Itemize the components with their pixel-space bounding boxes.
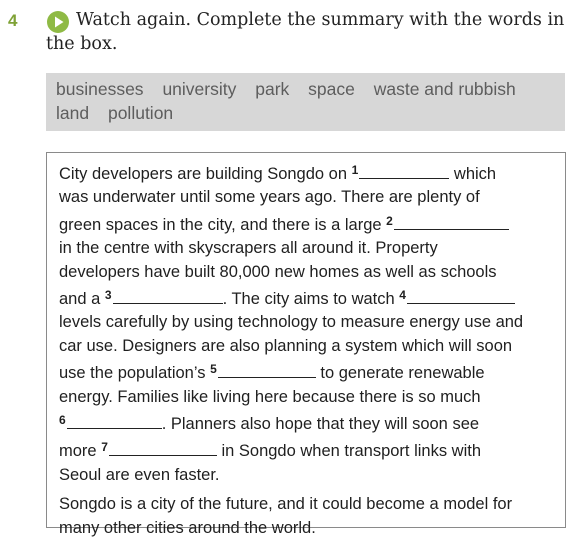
summary-text: more xyxy=(59,442,97,461)
gap-number-1: 1 xyxy=(351,163,359,177)
summary-text: . Planners also hope that they will soon see xyxy=(161,415,480,434)
summary-line xyxy=(59,386,555,409)
summary-line xyxy=(59,159,555,186)
summary-line xyxy=(59,358,555,385)
summary-text: . The city aims to watch xyxy=(222,290,395,309)
gap-4-blank[interactable] xyxy=(407,289,515,304)
word-pollution: pollution xyxy=(107,103,174,123)
instruction xyxy=(46,8,576,56)
summary-text: to generate renewable xyxy=(320,364,485,383)
gap-5-blank[interactable] xyxy=(218,363,316,378)
summary-line xyxy=(59,186,555,209)
summary-text: City developers are building Songdo on xyxy=(59,165,348,183)
summary-text: in the centre with skyscrapers all around it. Property xyxy=(59,239,438,258)
gap-3-blank[interactable] xyxy=(113,289,223,304)
summary-text: and a xyxy=(59,290,101,309)
summary-text: which xyxy=(453,165,497,183)
summary-text: Songdo is a city of the future, and it could become a model for xyxy=(59,495,513,514)
summary-line xyxy=(59,210,555,237)
summary-text: green spaces in the city, and there is a large xyxy=(59,215,382,234)
summary-box xyxy=(46,152,566,537)
instruction-line-1: Watch again. Complete the summary with the words in xyxy=(76,10,565,30)
summary-line xyxy=(59,335,555,358)
summary-line xyxy=(59,517,555,540)
summary-text: car use. Designers are also planning a system which will soon xyxy=(59,336,513,355)
summary-line xyxy=(59,237,555,260)
gap-number-3: 3 xyxy=(104,288,112,303)
gap-6-blank[interactable] xyxy=(67,414,162,429)
gap-number-7: 7 xyxy=(101,440,108,455)
gap-number-2: 2 xyxy=(386,213,393,228)
gap-7-blank[interactable] xyxy=(109,441,217,456)
summary-text: developers have built 80,000 new homes as well as schools xyxy=(59,262,497,281)
summary-text: use the population’s xyxy=(59,364,206,383)
summary-line xyxy=(59,436,555,463)
task-number: 4 xyxy=(8,11,18,30)
summary-text: levels carefully by using technology to measure energy use and xyxy=(59,313,524,332)
summary-line xyxy=(59,493,555,516)
word-box xyxy=(46,73,565,131)
summary-text: was underwater until some years ago. There are plenty of xyxy=(59,188,480,207)
word-space: space xyxy=(308,79,355,99)
summary-line xyxy=(59,284,555,311)
gap-1-blank[interactable] xyxy=(359,164,449,179)
summary-text: Seoul are even faster. xyxy=(59,465,220,484)
gap-number-5: 5 xyxy=(210,362,217,377)
task-header xyxy=(0,8,583,60)
word-university: university xyxy=(162,79,237,99)
summary-closing-paragraph xyxy=(59,493,555,540)
gap-2-blank[interactable] xyxy=(394,215,509,230)
summary-paragraph xyxy=(59,159,555,487)
word-waste-and-rubbish: waste and rubbish xyxy=(373,79,516,99)
gap-number-4: 4 xyxy=(399,288,406,303)
summary-text: energy. Families like living here because there is so much xyxy=(59,387,481,406)
gap-number-6: 6 xyxy=(59,413,66,428)
summary-text: in Songdo when transport links with xyxy=(221,442,482,461)
summary-line xyxy=(59,409,555,436)
summary-line xyxy=(59,261,555,284)
summary-text: many other cities around the world. xyxy=(59,518,316,537)
summary-line xyxy=(59,464,555,487)
instruction-line-2: the box. xyxy=(46,34,118,54)
word-land: land xyxy=(56,103,90,123)
summary-line xyxy=(59,311,555,334)
word-businesses: businesses xyxy=(56,79,144,99)
word-park: park xyxy=(255,79,290,99)
